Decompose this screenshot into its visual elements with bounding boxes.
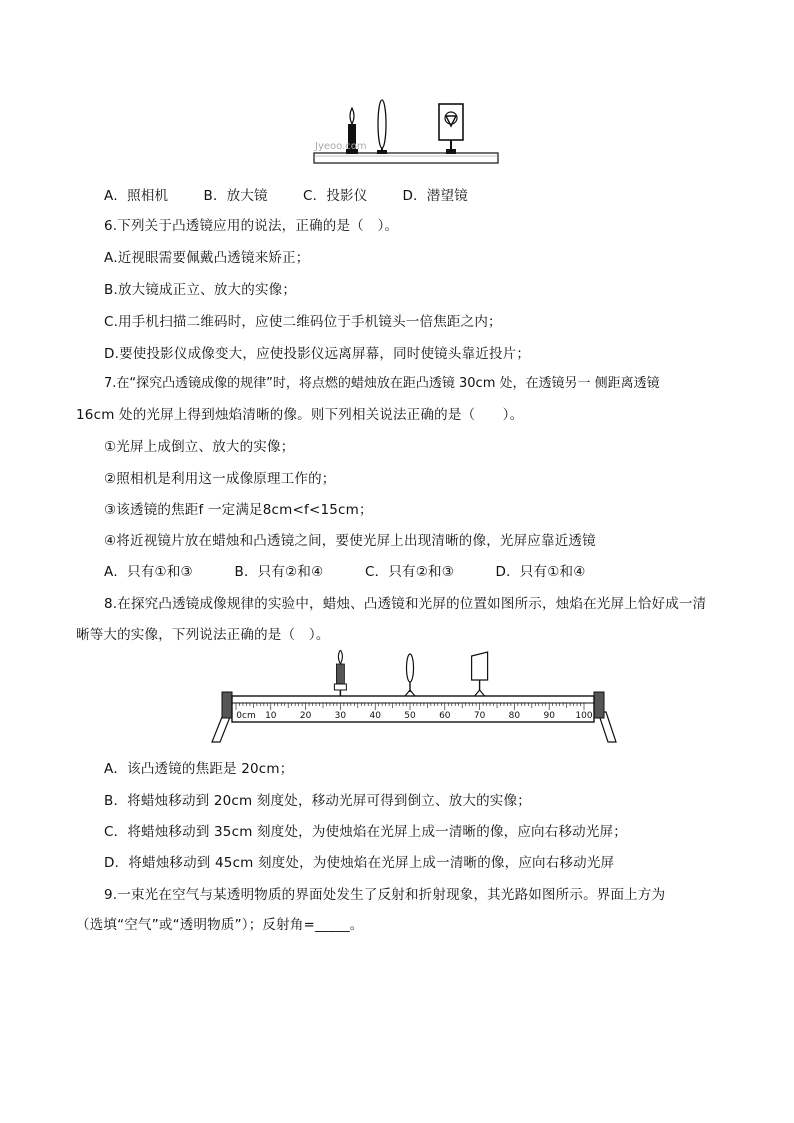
screen-icon (439, 104, 463, 154)
q6-option-d[interactable]: D.要使投影仪成像变大，应使投影仪远离屏幕，同时使镜头靠近投片； (104, 346, 531, 362)
q8-option-b[interactable]: B．将蜡烛移动到 20cm 刻度处，移动光屏可得到倒立、放大的实像； (104, 793, 531, 809)
q7-options (104, 562, 586, 582)
ruler-label: 70 (473, 711, 486, 721)
q8-stem-line1: 8.在探究凸透镜成像规律的实验中，蜡烛、凸透镜和光屏的位置如图所示，烛焰在光屏上恰好成一清 (104, 596, 707, 612)
q5-options (104, 186, 468, 206)
q7-option-c[interactable]: C．只有②和③ (365, 564, 455, 580)
q8-option-a[interactable]: A．该凸透镜的焦距是 20cm； (104, 761, 294, 777)
q5-option-d[interactable]: D．潜望镜 (402, 188, 468, 204)
q7-statement-4: ④将近视镜片放在蜡烛和凸透镜之间，要使光屏上出现清晰的像，光屏应靠近透镜 (104, 533, 596, 549)
q6-option-a[interactable]: A.近视眼需要佩戴凸透镜来矫正； (104, 250, 310, 266)
q7-statement-2: ②照相机是利用这一成像原理工作的； (104, 471, 336, 487)
figure-optical-bench-2 (210, 650, 620, 750)
figure-watermark: Jyeoo.com (315, 141, 367, 152)
q6-option-c[interactable]: C.用手机扫描二维码时，应使二维码位于手机镜头一倍焦距之内； (104, 314, 502, 330)
figure-optical-bench-1 (312, 96, 500, 172)
convex-lens-icon (405, 654, 415, 696)
q7-stem-line2: 16cm 处的光屏上得到烛焰清晰的像。则下列相关说法正确的是（ ）。 (76, 407, 524, 423)
ruler-label: 100 (575, 711, 593, 721)
q5-option-c[interactable]: C．投影仪 (303, 188, 368, 204)
convex-lens-icon (377, 100, 387, 154)
q7-stem-line1: 7.在“探究凸透镜成像的规律”时，将点燃的蜡烛放在距凸透镜 30cm 处，在透镜另一 侧距离透镜 (104, 376, 660, 391)
ruler-label: 30 (334, 711, 347, 721)
q8-option-c[interactable]: C．将蜡烛移动到 35cm 刻度处，为使烛焰在光屏上成一清晰的像，应向右移动光屏； (104, 824, 627, 840)
q7-statement-1: ①光屏上成倒立、放大的实像； (104, 439, 295, 455)
ruler-label: 50 (404, 711, 416, 721)
q7-option-b[interactable]: B．只有②和④ (234, 564, 324, 580)
q5-option-a[interactable]: A．照相机 (104, 188, 169, 204)
q7-option-d[interactable]: D．只有①和④ (495, 564, 586, 580)
q5-option-b[interactable]: B．放大镜 (203, 188, 268, 204)
q9-stem-line2: （选填“空气”或“透明物质”）；反射角=_____。 (76, 917, 364, 933)
ruler-label: 90 (543, 711, 555, 721)
screen-icon (472, 652, 488, 696)
q9-stem-line1: 9.一束光在空气与某透明物质的界面处发生了反射和折射现象，其光路如图所示。界面上方为 (104, 887, 666, 903)
q7-option-a[interactable]: A．只有①和③ (104, 564, 193, 580)
ruler-label: 20 (299, 711, 312, 721)
q6-option-b[interactable]: B.放大镜成正立、放大的实像； (104, 282, 297, 298)
ruler-label: 60 (439, 711, 451, 721)
ruler-label: 40 (369, 711, 381, 721)
q8-option-d[interactable]: D．将蜡烛移动到 45cm 刻度处，为使烛焰在光屏上成一清晰的像，应向右移动光屏 (104, 855, 615, 871)
ruler-label: 80 (508, 711, 521, 721)
candle-icon (334, 650, 346, 696)
ruler-label: 0cm (236, 711, 256, 721)
q6-stem: 6.下列关于凸透镜应用的说法，正确的是（ ）。 (104, 218, 399, 234)
q8-stem-line2: 晰等大的实像，下列说法正确的是（ ）。 (76, 627, 330, 643)
q7-statement-3: ③该透镜的焦距f 一定满足8cm<f<15cm； (104, 502, 373, 518)
ruler-label: 10 (265, 711, 277, 721)
